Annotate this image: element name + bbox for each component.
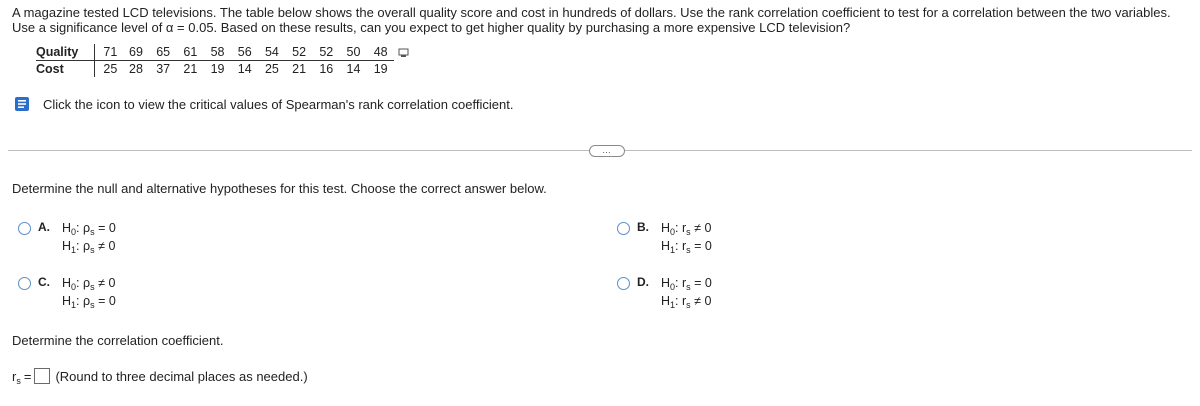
table-cell: 14 (237, 62, 252, 76)
correlation-prompt: Determine the correlation coefficient. (12, 333, 224, 348)
table-cell: 52 (313, 44, 340, 61)
table-cell: 14 (346, 62, 361, 76)
table-cell: 69 (122, 44, 149, 61)
table-row-quality (36, 44, 412, 61)
table-cell: 21 (183, 62, 198, 76)
table-cell: 56 (231, 44, 258, 61)
question-prompt: Determine the null and alternative hypotheses for this test. Choose the correct answer below. (12, 181, 547, 196)
critical-values-link[interactable] (14, 96, 513, 112)
table-cell: 65 (150, 44, 177, 61)
table-cell: 28 (129, 62, 143, 76)
more-button[interactable]: … (589, 145, 625, 157)
hypotheses: $H_0$: $r_s \ne 0$ $H_1$: $r_s = 0$ (661, 221, 712, 255)
option-a[interactable] (18, 219, 116, 255)
table-cell: 54 (258, 44, 285, 61)
row-label-quality: Quality (36, 44, 95, 61)
table-cell: 19 (373, 62, 388, 76)
option-label: D. (637, 275, 649, 289)
option-b[interactable] (617, 219, 712, 255)
hypotheses: $H_0$: $\rho_s = 0$ $H_1$: $\rho_s \ne 0$ (62, 221, 116, 255)
option-c[interactable] (18, 274, 116, 310)
table-cell: 61 (177, 44, 204, 61)
option-label: B. (637, 220, 649, 234)
row-label-cost: Cost (36, 62, 64, 76)
problem-statement: A magazine tested LCD televisions. The table below shows the overall quality score and cost in hundreds of dollars. Use the rank correlation coefficient to test for a correlation between the two variables. Use a significance level of α = 0.05. Based on these results, can you expect to get higher quality by purchasing a more expensive LCD television? (12, 5, 1171, 35)
hypotheses: $H_0$: $r_s = 0$ $H_1$: $r_s \ne 0$ (661, 276, 712, 310)
data-table (36, 44, 412, 77)
table-cell: 19 (210, 62, 225, 76)
table-cell: 16 (319, 62, 334, 76)
correlation-input[interactable] (34, 368, 50, 384)
rounding-hint: (Round to three decimal places as needed.) (55, 368, 308, 384)
radio-button[interactable] (617, 277, 630, 290)
hypotheses: $H_0$: $\rho_s \ne 0$ $H_1$: $\rho_s = 0$ (62, 276, 116, 310)
copy-cell[interactable] (394, 44, 412, 61)
radio-button[interactable] (18, 222, 31, 235)
equals-sign: = (23, 368, 32, 384)
table-row-cost (36, 61, 412, 78)
table-cell: 71 (95, 44, 123, 61)
table-cell: 25 (95, 61, 123, 78)
table-cell: 58 (204, 44, 231, 61)
rs-label: $r_s$ (12, 368, 21, 386)
table-cell: 21 (292, 62, 307, 76)
table-cell: 52 (286, 44, 313, 61)
radio-button[interactable] (18, 277, 31, 290)
option-label: C. (38, 275, 50, 289)
table-cell: 25 (264, 62, 279, 76)
option-label: A. (38, 220, 50, 234)
option-d[interactable] (617, 274, 712, 310)
table-cell: 50 (340, 44, 367, 61)
critical-values-text: Click the icon to view the critical values of Spearman's rank correlation coefficient. (43, 96, 514, 112)
copy-icon[interactable] (398, 48, 410, 58)
answer-row (12, 368, 308, 384)
document-icon[interactable] (14, 96, 34, 112)
table-cell: 37 (156, 62, 171, 76)
table-cell: 48 (367, 44, 394, 61)
radio-button[interactable] (617, 222, 630, 235)
